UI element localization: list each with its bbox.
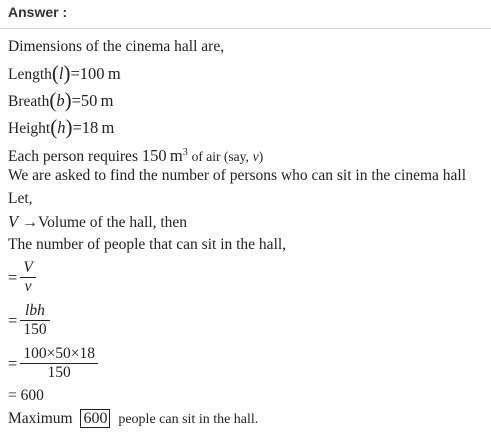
close-paren: ) <box>64 88 72 112</box>
final-prefix: Maximum <box>8 410 73 427</box>
fraction-2-numerator: lbh <box>25 302 45 319</box>
equals-sign: = <box>8 310 18 330</box>
fraction-step-1 <box>8 259 36 296</box>
final-line <box>8 409 258 429</box>
let-line: Let, <box>8 190 33 207</box>
length-line <box>8 63 121 84</box>
person-prefix: Each person requires <box>8 148 138 165</box>
result-line: = 600 <box>8 387 44 404</box>
fraction-1 <box>20 259 35 296</box>
answer-heading: Answer : <box>8 4 68 20</box>
length-var: l <box>58 64 64 83</box>
breadth-label: Breath <box>8 93 50 110</box>
fraction-1-denominator: v <box>24 278 32 295</box>
person-var: v <box>252 149 259 164</box>
fraction-1-numerator: V <box>23 259 33 276</box>
open-paren: ( <box>50 115 58 139</box>
breadth-value: =50 m <box>71 91 114 110</box>
length-label: Length <box>8 66 52 83</box>
fraction-2 <box>20 302 49 339</box>
fraction-step-2 <box>8 302 50 339</box>
open-paren: ( <box>49 88 57 112</box>
intro-line: Dimensions of the cinema hall are, <box>8 38 225 55</box>
height-value: =18 m <box>72 118 115 137</box>
fraction-step-3 <box>8 345 98 382</box>
length-value: =100 m <box>70 64 121 83</box>
final-answer-box: 600 <box>80 409 110 428</box>
volume-line <box>8 213 187 232</box>
breadth-line <box>8 90 114 111</box>
fraction-3-numerator: 100×50×18 <box>23 345 96 362</box>
fraction-2-denominator: 150 <box>23 321 47 338</box>
person-suffix: of air (say, <box>191 149 249 164</box>
volume-var: V <box>8 212 19 231</box>
person-air-line <box>8 144 263 166</box>
volume-text: Volume of the hall, then <box>37 214 188 231</box>
height-var: h <box>57 118 66 137</box>
task-line: We are asked to find the number of persons who can sit in the cinema hall <box>8 167 467 184</box>
height-line <box>8 117 114 138</box>
open-paren: ( <box>51 61 59 85</box>
cubic-exponent: 3 <box>182 147 188 158</box>
breadth-var: b <box>56 91 65 110</box>
person-close: ) <box>258 149 264 164</box>
final-suffix: people can sit in the hall. <box>118 412 259 427</box>
divider <box>0 28 491 29</box>
arrow-icon: → <box>21 214 38 231</box>
height-label: Height <box>8 120 51 137</box>
close-paren: ) <box>65 115 73 139</box>
fraction-3-denominator: 150 <box>47 364 71 381</box>
person-amount: 150 m <box>141 146 183 165</box>
fraction-3 <box>20 345 98 382</box>
close-paren: ) <box>63 61 71 85</box>
equals-sign: = <box>8 267 18 287</box>
equals-sign: = <box>8 353 18 373</box>
people-line: The number of people that can sit in the hall, <box>8 236 287 253</box>
